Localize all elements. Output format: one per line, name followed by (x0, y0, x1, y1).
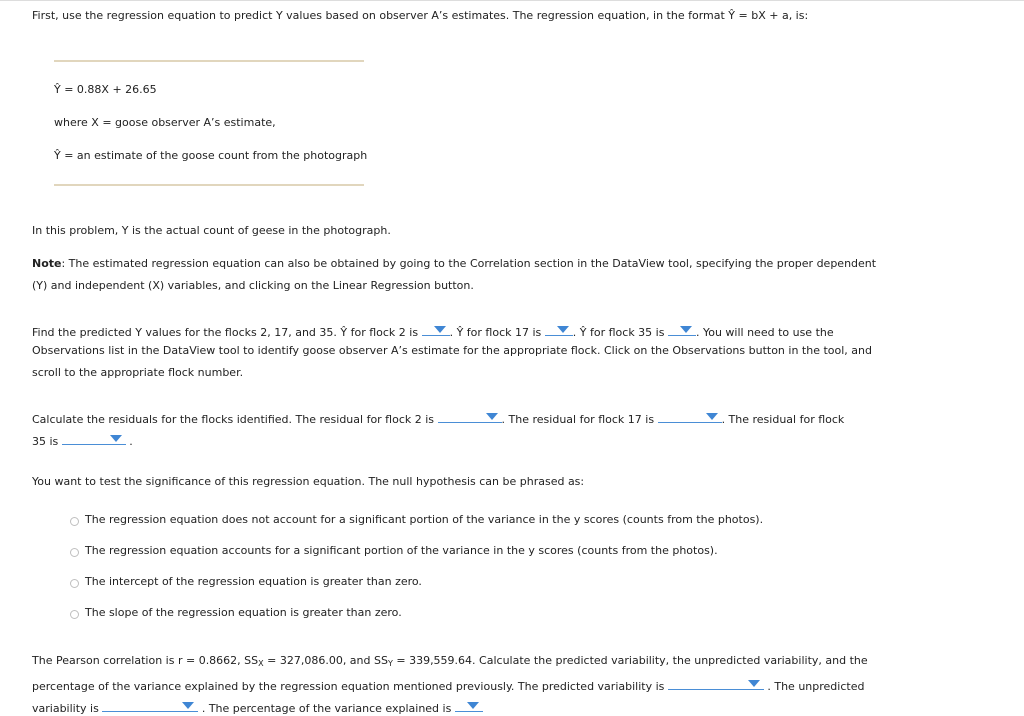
radio-null-hypothesis-4[interactable] (70, 610, 79, 619)
predicted-text-1: Find the predicted Y values for the flocks 2, 17, and 35. Ŷ for flock 2 is (32, 326, 419, 339)
radio-null-hypothesis-1[interactable] (70, 517, 79, 526)
predicted-text-2: . Ŷ for flock 17 is (449, 326, 542, 339)
variability-text-1: The Pearson correlation is r = 0.8662, SS (32, 654, 259, 667)
note-line-2: (Y) and independent (X) variables, and clicking on the Linear Regression button. (32, 279, 474, 292)
chevron-down-icon (680, 326, 692, 333)
predicted-line-3: scroll to the appropriate flock number. (32, 366, 244, 379)
note-text-1: : The estimated regression equation can also be obtained by going to the Correlation section in the DataView tool, specifying the proper dependent (61, 257, 877, 270)
equation-box-bottom-rule (54, 184, 364, 186)
regression-equation: Ŷ = 0.88X + 26.65 (54, 83, 157, 96)
predicted-text-4: . You will need to use the (695, 326, 834, 339)
variability-text-7: . The percentage of the variance explained is (201, 702, 452, 715)
variability-text-6: variability is (32, 702, 99, 715)
residuals-text-2: . The residual for flock 17 is (501, 413, 655, 426)
variance-explained-dropdown[interactable] (455, 698, 483, 712)
variability-text-3: = 339,559.64. Calculate the predicted variability, the unpredicted variability, and the (392, 654, 868, 667)
flock-2-residual-dropdown[interactable] (438, 409, 502, 423)
radio-null-hypothesis-3[interactable] (70, 579, 79, 588)
null-hypothesis-option-4[interactable]: The slope of the regression equation is greater than zero. (85, 606, 402, 619)
chevron-down-icon (706, 413, 718, 420)
null-hypothesis-option-2[interactable]: The regression equation accounts for a significant portion of the variance in the y scores (counts from the photos). (85, 544, 718, 557)
variability-line-1 (32, 654, 868, 668)
residuals-text-4: 35 is (32, 435, 59, 448)
chevron-down-icon (434, 326, 446, 333)
residuals-line-1 (32, 409, 844, 427)
residuals-text-5: . (129, 435, 133, 448)
residuals-text-3: . The residual for flock (721, 413, 845, 426)
null-hypothesis-option-3[interactable]: The intercept of the regression equation is greater than zero. (85, 575, 422, 588)
variability-line-3 (32, 698, 483, 716)
chevron-down-icon (486, 413, 498, 420)
flock-35-predicted-dropdown[interactable] (668, 322, 696, 336)
ss-x-subscript: X (258, 659, 264, 668)
predicted-text-3: . Ŷ for flock 35 is (572, 326, 665, 339)
radio-null-hypothesis-2[interactable] (70, 548, 79, 557)
variability-line-2 (32, 676, 864, 694)
predicted-variability-dropdown[interactable] (668, 676, 764, 690)
ss-y-subscript: Y (387, 659, 393, 668)
chevron-down-icon (110, 435, 122, 442)
hypothesis-question: You want to test the significance of this regression equation. The null hypothesis can be phrased as: (32, 475, 585, 488)
chevron-down-icon (748, 680, 760, 687)
predicted-line-2: Observations list in the DataView tool to identify goose observer A’s estimate for the appropriate flock. Click on the Observations button in the tool, and (32, 344, 872, 357)
problem-statement: In this problem, Y is the actual count of geese in the photograph. (32, 224, 391, 237)
variability-text-2: = 327,086.00, and SS (263, 654, 388, 667)
predicted-line-1 (32, 322, 834, 340)
top-divider (0, 0, 1024, 1)
flock-35-residual-dropdown[interactable] (62, 431, 126, 445)
intro-text: First, use the regression equation to predict Y values based on observer A’s estimates. The regression equation, in the format Ŷ = bX + a, is: (32, 9, 809, 22)
variability-text-4: percentage of the variance explained by the regression equation mentioned previously. The predicted variability is (32, 680, 665, 693)
note-line-1 (32, 257, 876, 271)
residuals-line-2 (32, 431, 133, 449)
unpredicted-variability-dropdown[interactable] (102, 698, 198, 712)
chevron-down-icon (557, 326, 569, 333)
flock-2-predicted-dropdown[interactable] (422, 322, 450, 336)
chevron-down-icon (467, 702, 479, 709)
chevron-down-icon (182, 702, 194, 709)
equation-box-top-rule (54, 60, 364, 62)
note-label: Note (32, 257, 62, 270)
residuals-text-1: Calculate the residuals for the flocks identified. The residual for flock 2 is (32, 413, 435, 426)
variability-text-5: . The unpredicted (767, 680, 865, 693)
x-definition: where X = goose observer A’s estimate, (54, 116, 276, 129)
null-hypothesis-option-1[interactable]: The regression equation does not account for a significant portion of the variance in the y scores (counts from the photos). (85, 513, 764, 526)
flock-17-predicted-dropdown[interactable] (545, 322, 573, 336)
y-hat-definition: Ŷ = an estimate of the goose count from the photograph (54, 149, 368, 162)
flock-17-residual-dropdown[interactable] (658, 409, 722, 423)
